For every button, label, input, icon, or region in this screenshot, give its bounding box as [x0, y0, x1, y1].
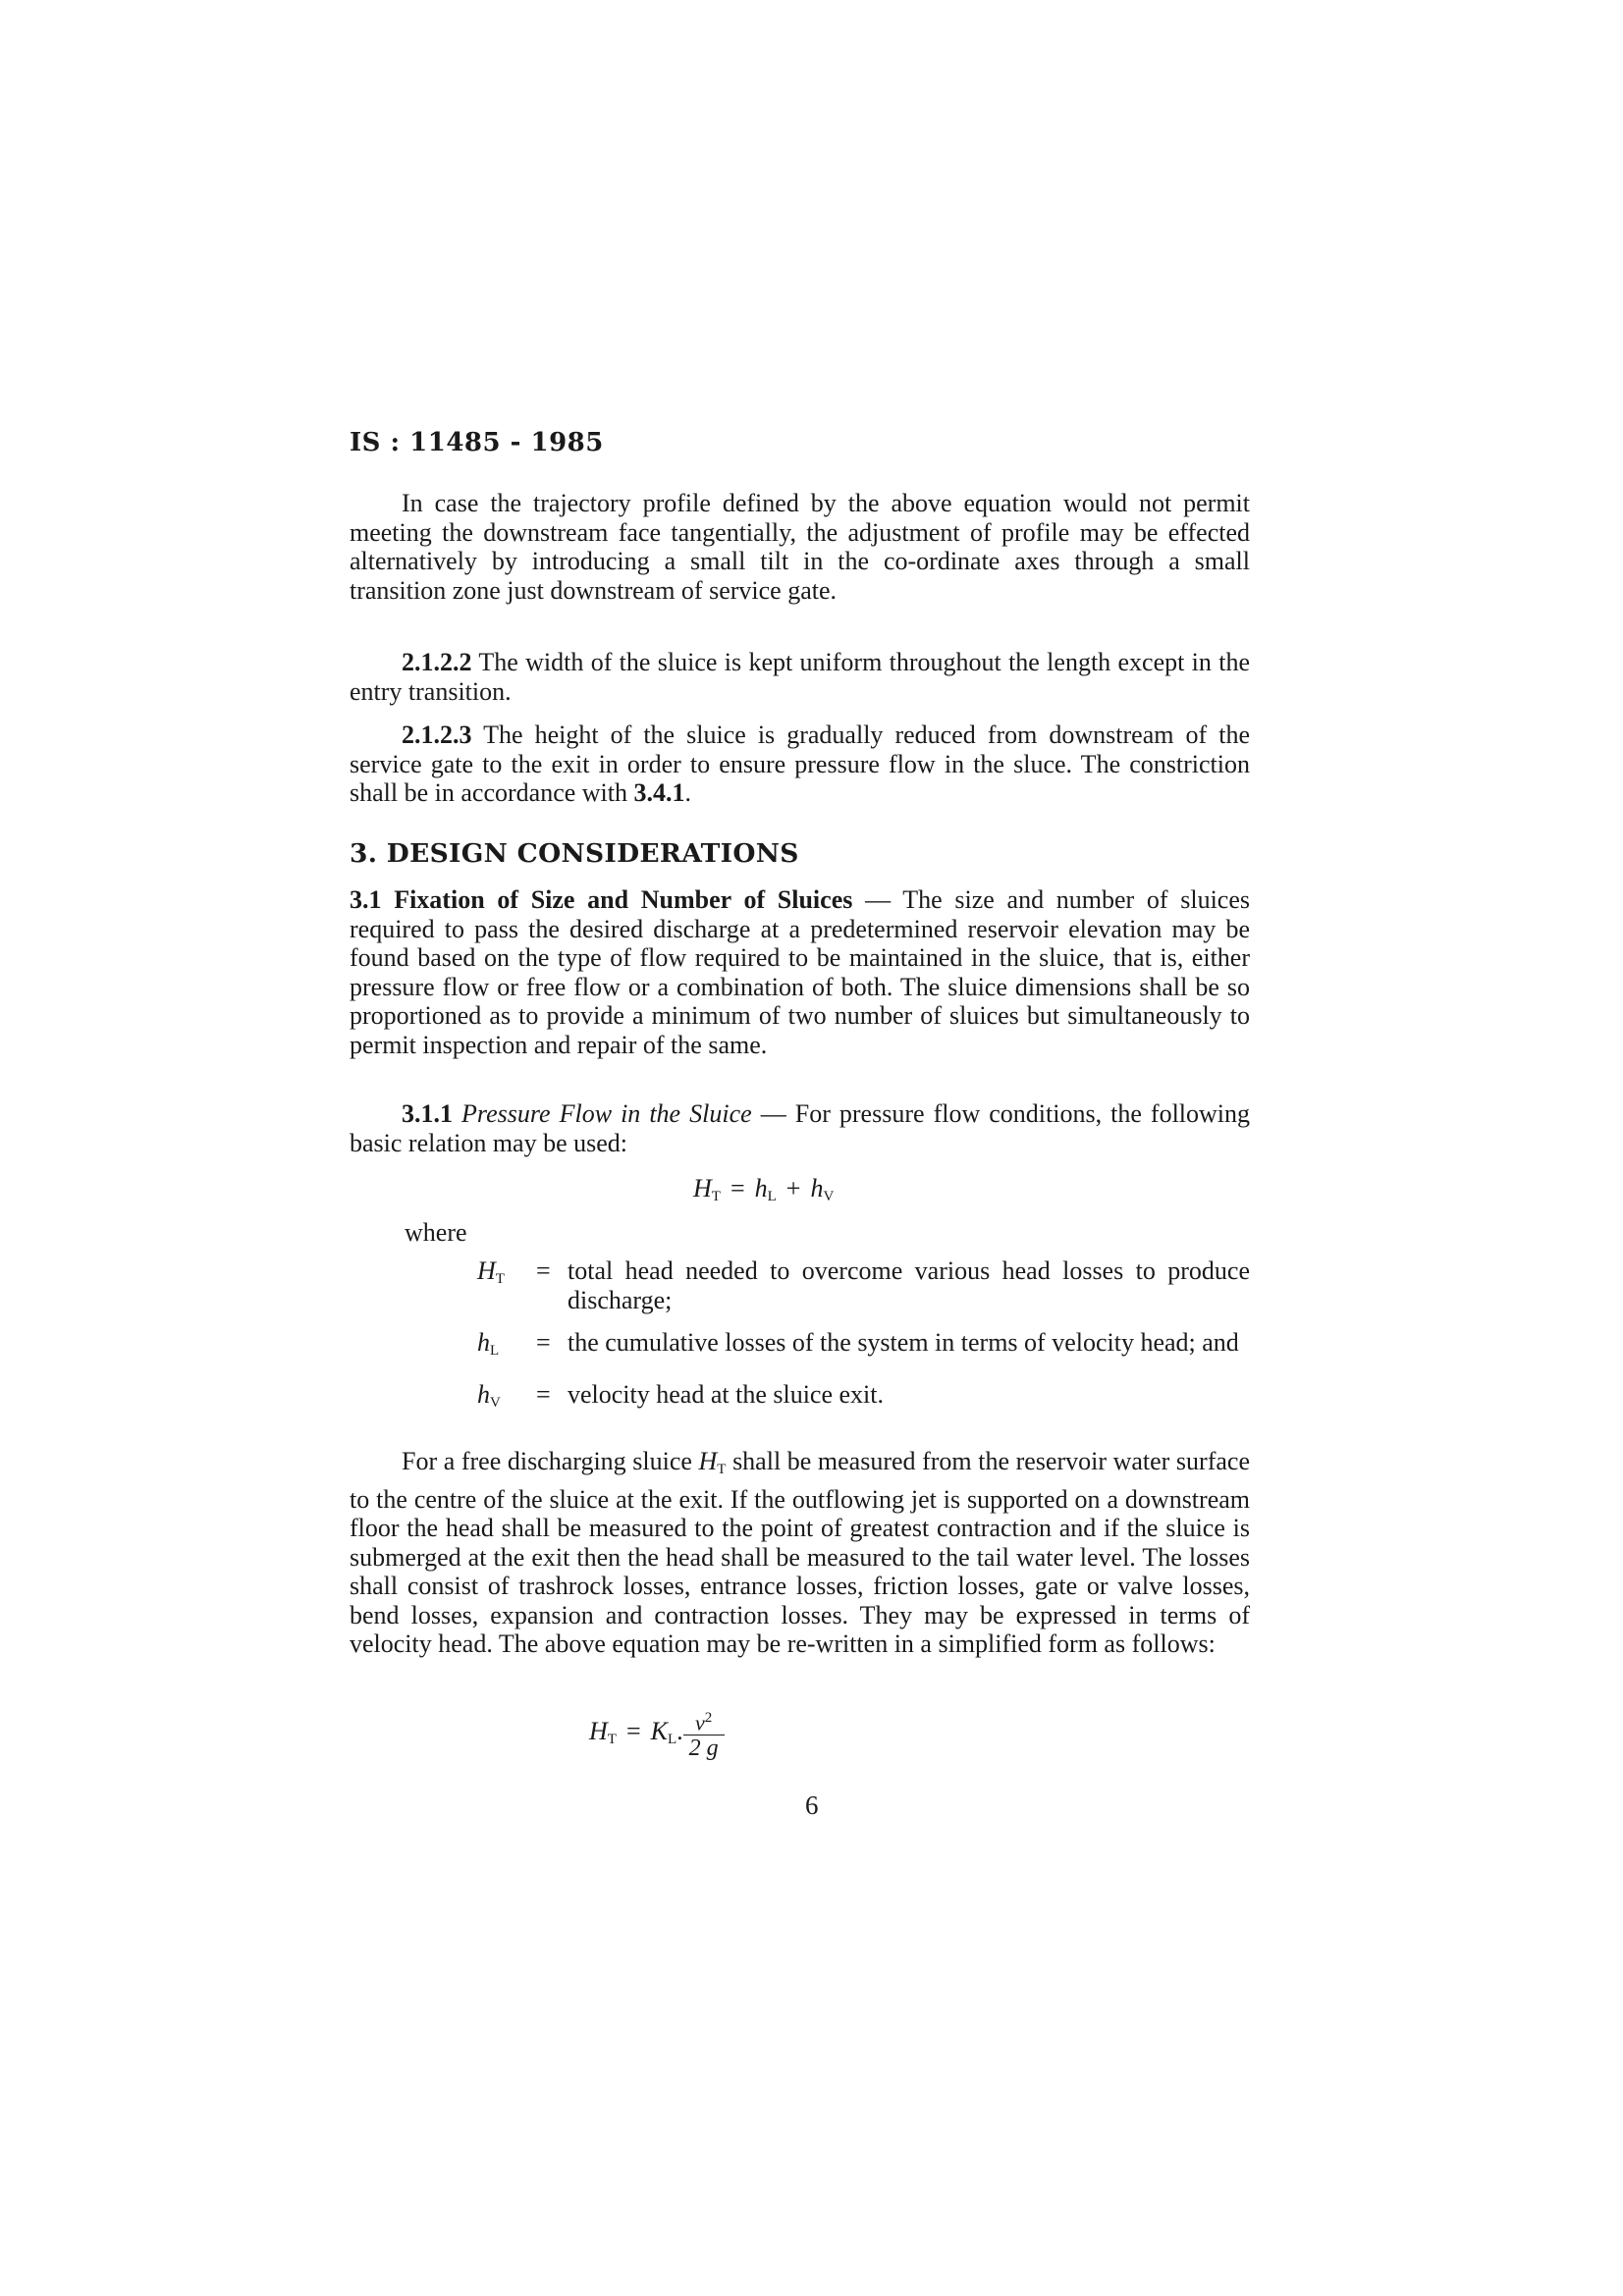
definition-item	[477, 1380, 1250, 1418]
clause-number: 2.1.2.2	[402, 648, 472, 676]
eq-term2-symbol: h	[810, 1174, 824, 1202]
clause-text: For pressure flow conditions, the following basic relation may be used:	[350, 1099, 1251, 1157]
em-dash: —	[760, 1099, 786, 1128]
clause-text: The width of the sluice is kept uniform throughout the length except in the entry transition.	[350, 648, 1250, 706]
definition-symbol: $h_L$	[477, 1328, 500, 1359]
eq-lhs-subscript: T	[607, 1732, 617, 1748]
standard-number: IS : 11485 - 1985	[350, 428, 604, 457]
clause-2-1-2-3	[350, 721, 1250, 808]
clause-paragraph	[350, 721, 1250, 808]
inline-symbol: $H_T$	[698, 1447, 727, 1477]
eq-term1-symbol: h	[754, 1174, 768, 1202]
definition-text: total head needed to overcome various head losses to produce discharge;	[568, 1256, 1250, 1314]
intro-block	[350, 489, 1250, 605]
eq-term1-subscript: L	[767, 1189, 777, 1204]
intro-paragraph: In case the trajectory profile defined by the above equation would not permit meeting the downstream face tangentially, the adjustment of profile may be effected alternatively by introducing a small tilt in the co-ordinate axes through a small transition zone just downstream of service gate.	[350, 489, 1250, 605]
clause-text: The size and number of sluices required to pass the desired discharge at a predetermined reservoir elevation may be found based on the type of flow required to be maintained in the sluice, that is, either pressure flow or free flow or a combination of both. The sluice dimensions shall be so proportioned as to provide a minimum of two number of sluices but simultaneously to permit inspection and repair of the same.	[350, 885, 1251, 1059]
clause-text-end: .	[684, 778, 691, 807]
clause-paragraph	[350, 885, 1250, 1059]
eq-term2-subscript: V	[823, 1189, 835, 1204]
clause-number: 2.1.2.3	[402, 721, 472, 749]
definition-text: velocity head at the sluice exit.	[568, 1379, 884, 1409]
em-dash: —	[865, 885, 892, 914]
clause-paragraph	[350, 1099, 1250, 1157]
definition-item	[477, 1328, 1250, 1366]
clause-3-1-1	[350, 1099, 1250, 1157]
page-number: 6	[805, 1790, 819, 1820]
eq-fraction	[683, 1706, 725, 1761]
eq-plus: +	[785, 1174, 801, 1202]
clause-number: 3.1.1	[402, 1099, 453, 1128]
eq-dot: .	[676, 1717, 683, 1746]
equation-simplified	[589, 1706, 725, 1761]
clause-paragraph	[350, 648, 1250, 706]
free-discharge-paragraph: For a free discharging sluice $H_T$ shall be measured from the reservoir water surface to the centre of the sluice at the exit. If the outflowing jet is supported on a downstream floor the head shall be measured to the point of greatest contraction and if the sluice is submerged at the exit then the head shall be measured to the tail water level. The losses shall consist of trashrock losses, entrance losses, friction losses, gate or valve losses, bend losses, expansion and contraction losses. They may be expressed in terms of velocity head. The above equation may be re-written in a simplified form as follows:	[350, 1447, 1250, 1658]
clause-reference: 3.4.1	[633, 778, 685, 807]
eq-coef-symbol: K	[650, 1717, 668, 1746]
clause-title: Fixation of Size and Number of Sluices	[394, 885, 853, 914]
clause-2-1-2-2	[350, 648, 1250, 706]
section-heading: 3. DESIGN CONSIDERATIONS	[350, 838, 799, 869]
definition-equals: =	[536, 1256, 551, 1285]
definition-equals: =	[536, 1379, 551, 1409]
free-discharge-block	[350, 1447, 1250, 1659]
clause-3-1	[350, 885, 1250, 1059]
eq-lhs-symbol: H	[693, 1174, 712, 1202]
definition-equals: =	[536, 1328, 551, 1357]
eq-equals: =	[730, 1174, 745, 1202]
definition-symbol: $H_T$	[477, 1256, 505, 1287]
fraction-numerator: $v^2$	[695, 1710, 713, 1735]
eq-equals: =	[625, 1717, 641, 1746]
equation-total-head	[693, 1174, 834, 1205]
definition-item	[477, 1256, 1250, 1314]
fraction-denominator: 2 g	[683, 1735, 725, 1761]
eq-lhs-symbol: H	[589, 1717, 608, 1746]
eq-lhs-subscript: T	[711, 1189, 721, 1204]
definitions-list	[477, 1256, 1250, 1417]
eq-coef-subscript: L	[667, 1732, 677, 1748]
where-label: where	[405, 1218, 467, 1247]
clause-text: The height of the sluice is gradually reduced from downstream of the service gate to the exit in order to ensure pressure flow in the sluce. The constriction shall be in accordance with	[350, 721, 1251, 807]
section-3	[350, 838, 1250, 869]
definition-symbol: $h_V$	[477, 1379, 501, 1411]
clause-number: 3.1	[350, 885, 382, 914]
definition-text: the cumulative losses of the system in terms of velocity head; and	[568, 1328, 1239, 1357]
clause-title: Pressure Flow in the Sluice	[461, 1099, 752, 1128]
